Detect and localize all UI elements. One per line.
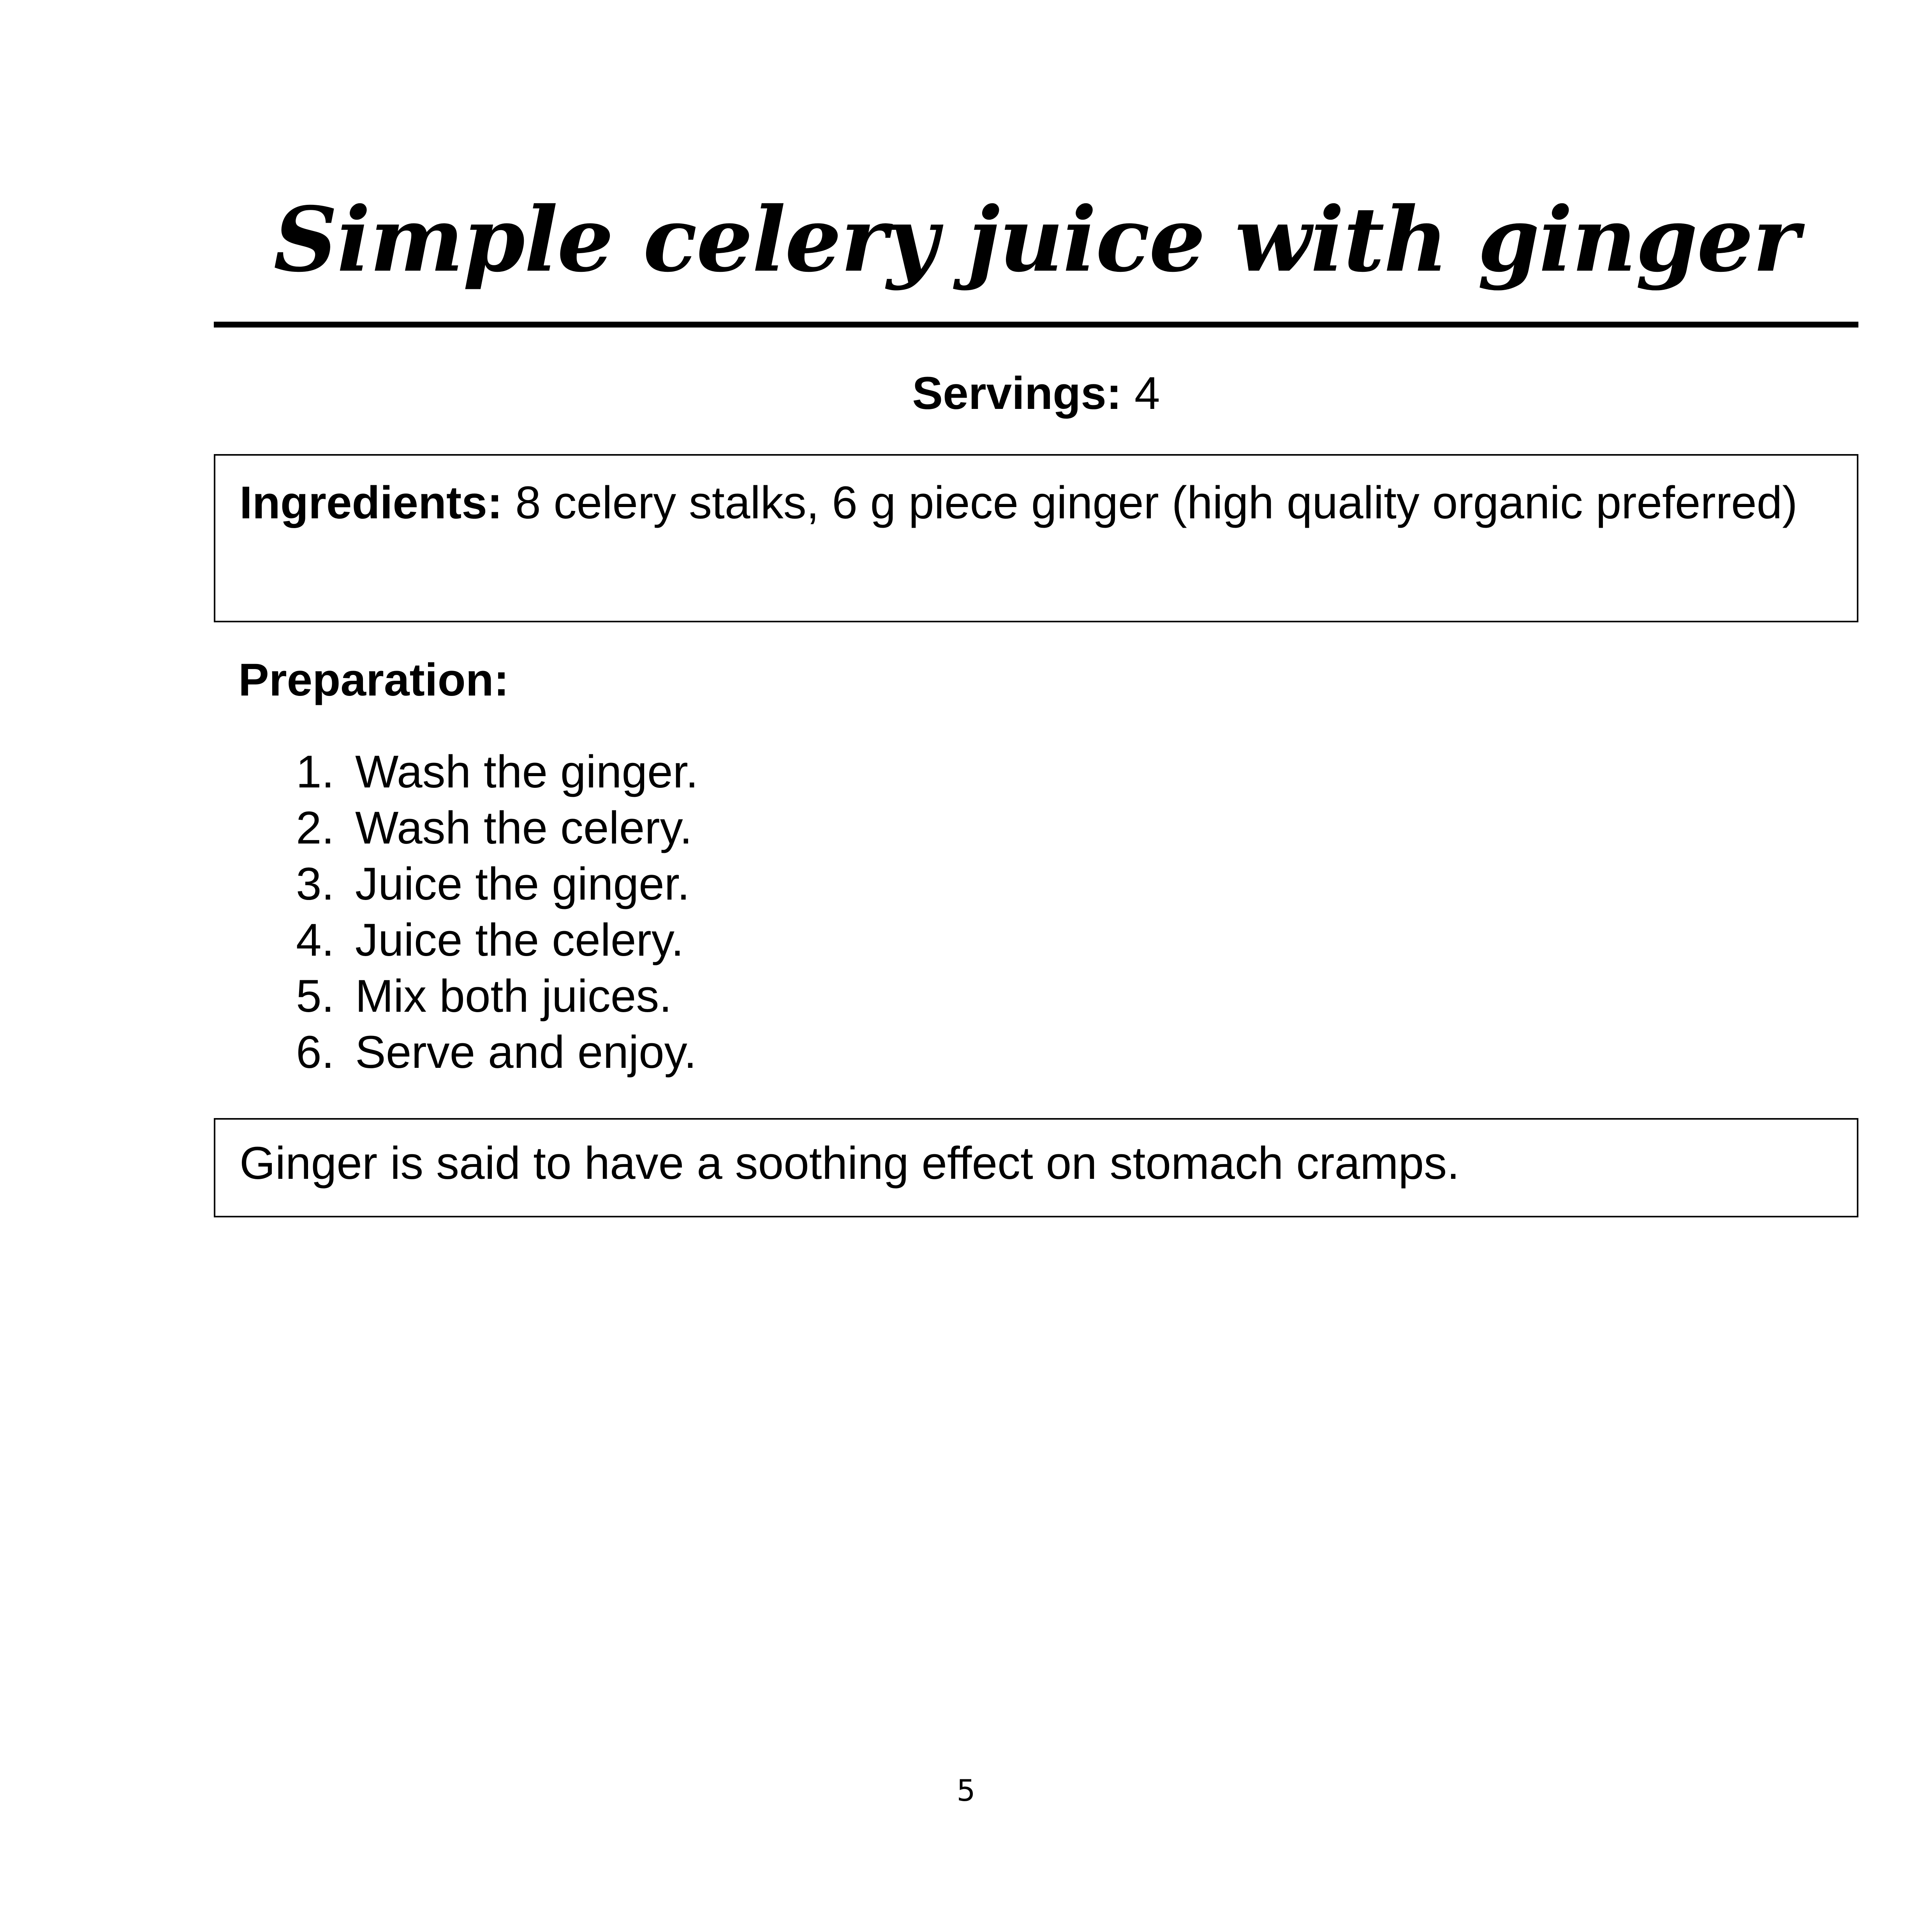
step-item [296,744,698,800]
step-number: 6. [296,1027,335,1078]
step-item [296,968,698,1024]
step-number: 3. [296,858,335,910]
ingredients-text: 8 celery stalks, 6 g piece ginger (high quality organic preferred) [515,477,1798,528]
tip-note-box [214,1118,1858,1217]
step-item [296,912,698,968]
ingredients-box [214,454,1858,622]
tip-note-text: Ginger is said to have a soothing effect on stomach cramps. [240,1138,1460,1189]
servings-value: 4 [1134,368,1160,419]
step-text: Wash the ginger. [355,746,699,798]
step-item [296,1024,698,1080]
step-item [296,800,698,856]
step-number: 1. [296,746,335,798]
preparation-heading: Preparation: [238,654,509,706]
step-number: 5. [296,970,335,1022]
step-item [296,856,698,912]
preparation-steps [296,744,698,1080]
step-text: Juice the celery. [355,914,684,966]
page-number: 5 [956,1773,976,1808]
servings-line [214,362,1858,424]
step-text: Wash the celery. [355,802,692,854]
step-text: Serve and enjoy. [355,1027,697,1078]
ingredients-label: Ingredients: [240,477,503,528]
step-number: 4. [296,914,335,966]
recipe-title: Simple celery juice with ginger [273,187,1799,292]
servings-label: Servings: [912,368,1122,419]
step-text: Mix both juices. [355,970,672,1022]
title-divider [214,322,1858,328]
step-number: 2. [296,802,335,854]
step-text: Juice the ginger. [355,858,690,910]
